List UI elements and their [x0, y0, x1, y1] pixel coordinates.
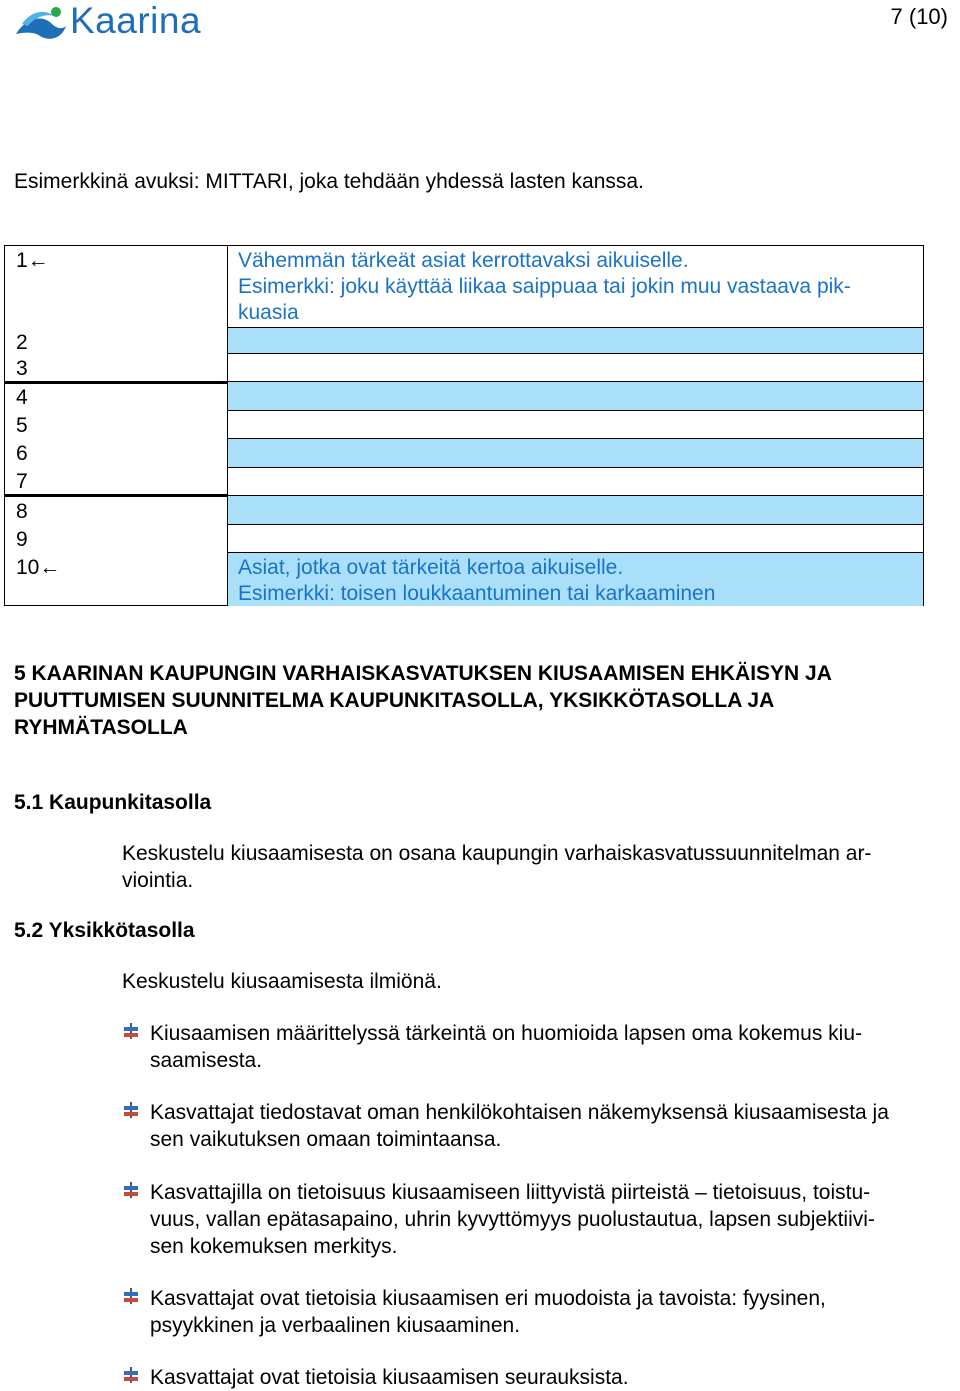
section5-heading-2: PUUTTUMISEN SUUNNITELMA KAUPUNKITASOLLA, YKSIKKÖTASOLLA JA: [14, 689, 775, 712]
mittari-table: [4, 245, 924, 606]
mittari-row-2: [228, 328, 923, 354]
bullet-1-line-1: Kiusaamisen määrittelyssä tärkeintä on huomioida lapsen oma kokemus kiu-: [150, 1022, 863, 1045]
bullet-4-line-2: psyykkinen ja verbaalinen kiusaaminen.: [150, 1314, 521, 1337]
scale-10: 10←: [16, 556, 61, 579]
bullet-3-line-3: sen kokemuksen merkitys.: [150, 1235, 398, 1258]
scale-3: 3: [16, 357, 28, 380]
logo-text: Kaarina: [70, 0, 202, 41]
intro-text: Esimerkkinä avuksi: MITTARI, joka tehdään yhdessä lasten kanssa.: [14, 170, 644, 193]
mittari-row-9: [228, 525, 923, 553]
top-text-1: Vähemmän tärkeät asiat kerrottavaksi aikuiselle.: [238, 249, 689, 272]
mittari-row-8: [228, 496, 923, 525]
section5-heading-1: 5 KAARINAN KAUPUNGIN VARHAISKASVATUKSEN KIUSAAMISEN EHKÄISYN JA: [14, 662, 832, 685]
mittari-row-6: [228, 439, 923, 468]
bullet-4-line-1: Kasvattajat ovat tietoisia kiusaamisen eri muodoista ja tavoista: fyysinen,: [150, 1287, 826, 1310]
scale-6: 6: [16, 442, 28, 465]
bullet-2-line-2: sen vaikutuksen omaan toimintaansa.: [150, 1128, 502, 1151]
kaarina-logo: [12, 2, 212, 46]
scale-8: 8: [16, 500, 28, 523]
s52-text: Keskustelu kiusaamisesta ilmiönä.: [122, 970, 442, 993]
scale-9: 9: [16, 528, 28, 551]
scale-4: 4: [16, 386, 28, 409]
bullet-flag-icon: [124, 1288, 138, 1304]
logo-wave-icon: [12, 4, 68, 44]
scale-1: 1←: [16, 249, 49, 272]
scale-divider: [5, 494, 228, 497]
mittari-row-3: [228, 354, 923, 382]
page-number: 7 (10): [890, 4, 948, 29]
s51-text-2: viointia.: [122, 869, 194, 892]
scale-divider: [5, 381, 228, 384]
bullet-3-line-2: vuus, vallan epätasapaino, uhrin kyvyttömyys puolustautua, lapsen subjektiivi-: [150, 1208, 875, 1231]
mittari-row-7: [228, 468, 923, 496]
s51-text-1: Keskustelu kiusaamisesta on osana kaupungin varhaiskasvatussuunnitelman ar-: [122, 842, 872, 865]
section5-heading-3: RYHMÄTASOLLA: [14, 716, 188, 739]
bullet-2-line-1: Kasvattajat tiedostavat oman henkilökohtaisen näkemyksensä kiusaamisesta ja: [150, 1101, 889, 1124]
bullet-flag-icon: [124, 1367, 138, 1383]
bullet-flag-icon: [124, 1182, 138, 1198]
bullet-3-line-1: Kasvattajilla on tietoisuus kiusaamiseen liittyvistä piirteistä – tietoisuus, toistu-: [150, 1181, 871, 1204]
scale-7: 7: [16, 470, 28, 493]
section-5-1-heading: 5.1 Kaupunkitasolla: [14, 791, 212, 814]
mittari-row-4: [228, 382, 923, 411]
bullet-flag-icon: [124, 1102, 138, 1118]
bullet-1-line-2: saamisesta.: [150, 1049, 263, 1072]
bottom-text-2: Esimerkki: toisen loukkaantuminen tai karkaaminen: [238, 582, 716, 605]
mittari-row-5: [228, 411, 923, 439]
bullet-5-line-1: Kasvattajat ovat tietoisia kiusaamisen seurauksista.: [150, 1366, 629, 1389]
scale-5: 5: [16, 414, 28, 437]
section-5-2-heading: 5.2 Yksikkötasolla: [14, 919, 195, 942]
top-text-2: Esimerkki: joku käyttää liikaa saippuaa tai jokin muu vastaava pik-: [238, 275, 851, 298]
top-text-3: kuasia: [238, 301, 299, 324]
bottom-text-1: Asiat, jotka ovat tärkeitä kertoa aikuiselle.: [238, 556, 624, 579]
bullet-flag-icon: [124, 1023, 138, 1039]
scale-column: [5, 246, 228, 605]
scale-2: 2: [16, 331, 28, 354]
